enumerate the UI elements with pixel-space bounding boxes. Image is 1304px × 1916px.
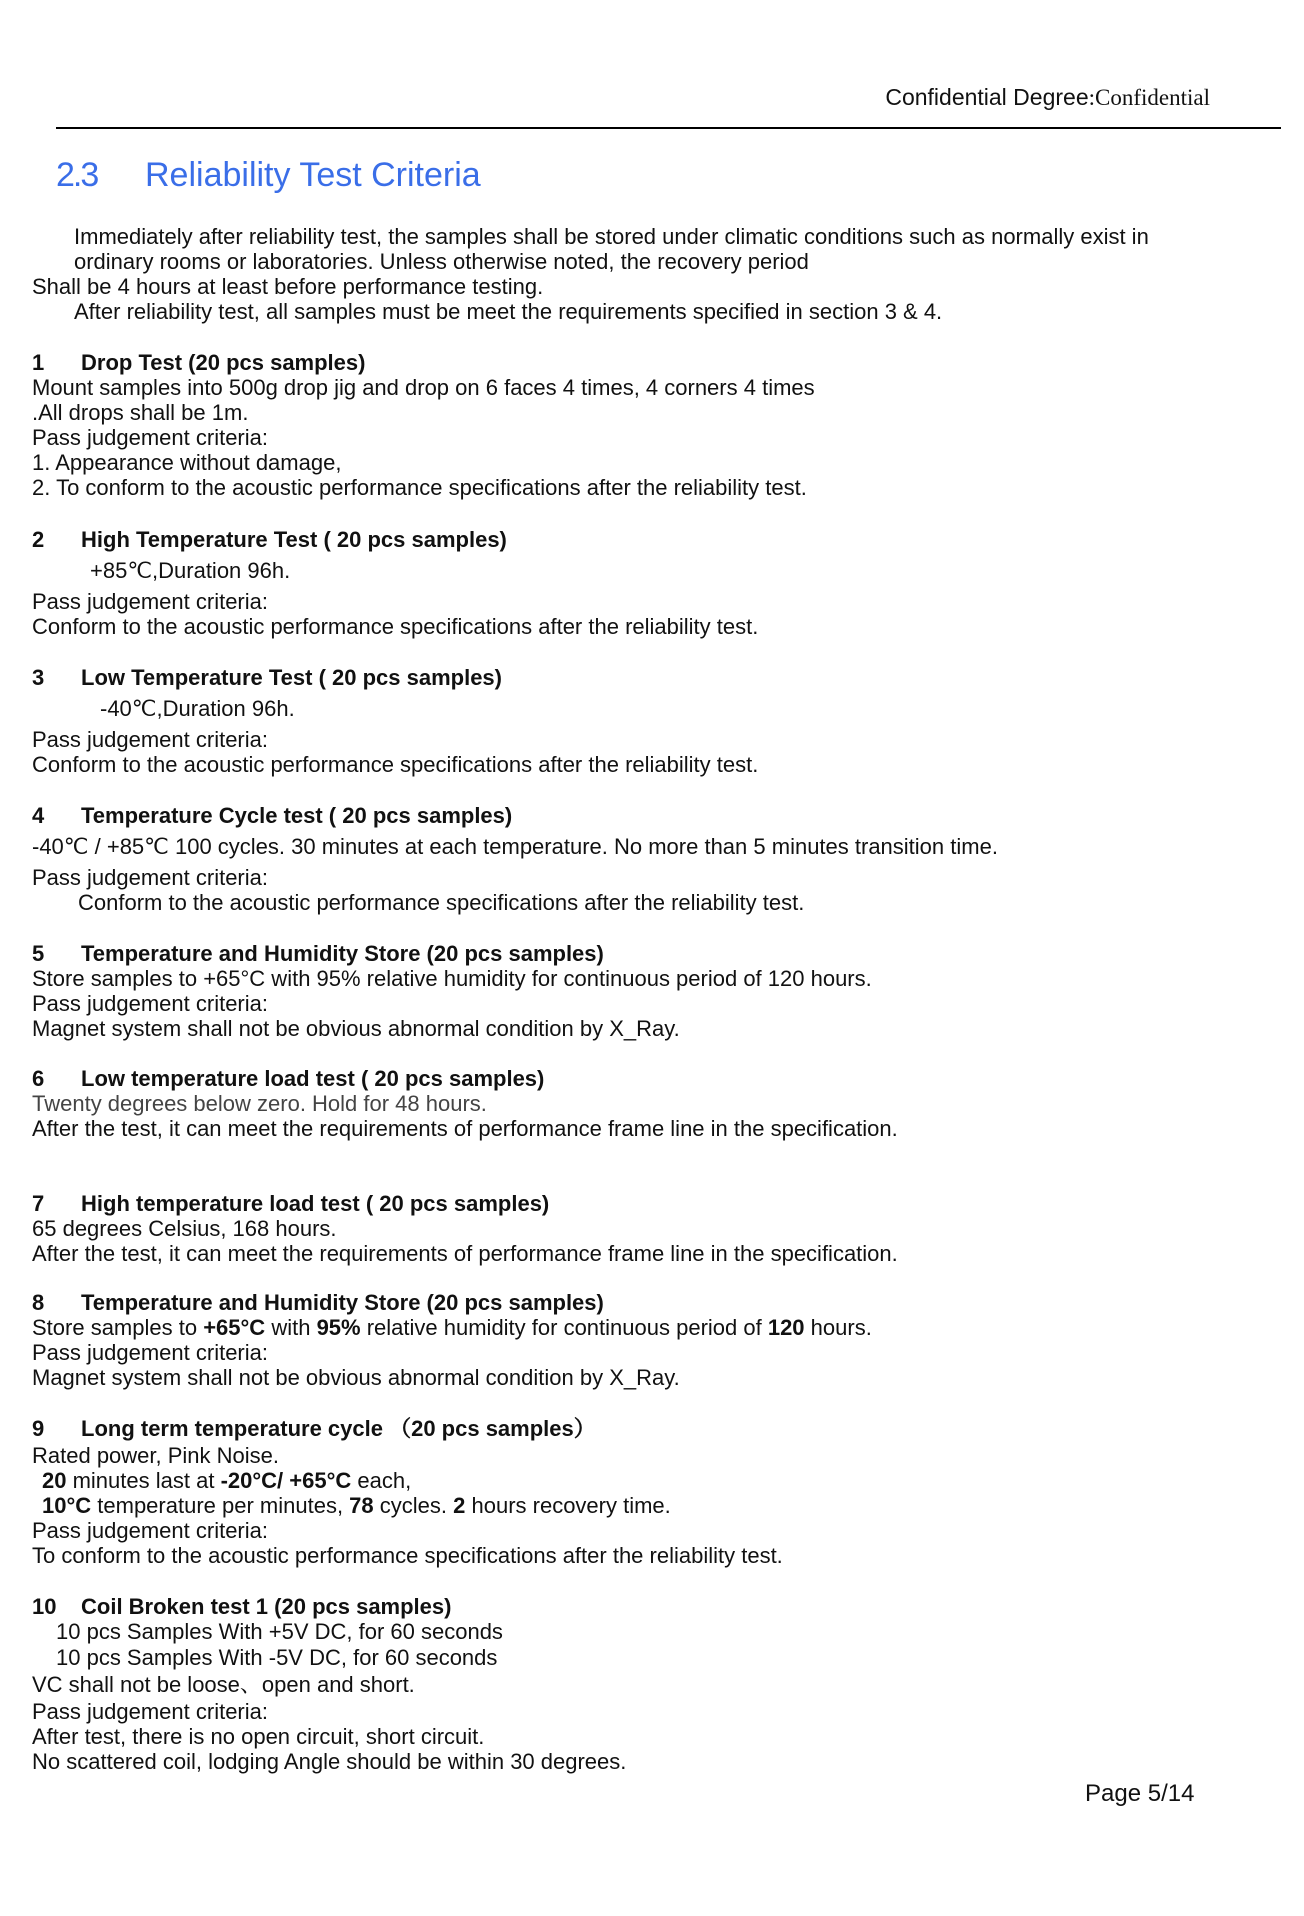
intro-line: ordinary rooms or laboratories. Unless otherwise noted, the recovery period [74,249,809,274]
test-line: Mount samples into 500g drop jig and drop on 6 faces 4 times, 4 corners 4 times [32,375,815,400]
text-run: Store samples to [32,1315,204,1340]
section-title: Reliability Test Criteria [145,156,481,194]
test-line: VC shall not be loose、open and short. [32,1672,415,1697]
test-line: After test, there is no open circuit, short circuit. [32,1724,485,1749]
test-title: Long term temperature cycle （20 pcs samples） [81,1416,596,1441]
test-line: Conform to the acoustic performance specifications after the reliability test. [32,752,759,777]
test-line: Rated power, Pink Noise. [32,1443,280,1468]
confidential-degree-value: Confidential [1095,85,1210,110]
test-line: Pass judgement criteria: [32,589,268,614]
test-line: Pass judgement criteria: [32,727,268,752]
text-run: minutes last at [66,1468,221,1493]
test-line: Pass judgement criteria: [32,865,268,890]
test-title: High temperature load test ( 20 pcs samples) [81,1191,550,1216]
test-number: 7 [32,1191,45,1216]
test-number: 6 [32,1066,45,1091]
intro-line: After reliability test, all samples must be meet the requirements specified in section 3 & 4. [74,299,943,324]
test-number: 10 [32,1594,57,1619]
test-line: 2. To conform to the acoustic performance specifications after the reliability test. [32,475,807,500]
test-line: Conform to the acoustic performance specifications after the reliability test. [32,614,759,639]
bold-run: 78 [349,1493,374,1518]
test-title: High Temperature Test ( 20 pcs samples) [81,527,507,552]
bold-run: 2 [453,1493,466,1518]
test-line: After the test, it can meet the requirements of performance frame line in the specification. [32,1241,898,1266]
test-line: Pass judgement criteria: [32,1699,268,1724]
test-title: Low temperature load test ( 20 pcs samples) [81,1066,545,1091]
text-run: hours. [804,1315,872,1340]
test-number: 5 [32,941,45,966]
test-line [42,1493,671,1519]
test-title: Temperature and Humidity Store (20 pcs samples) [81,1290,604,1315]
test-line: Pass judgement criteria: [32,991,268,1016]
test-title: Temperature and Humidity Store (20 pcs samples) [81,941,604,966]
text-run: cycles. [373,1493,454,1518]
bold-run: +65°C [203,1315,266,1340]
text-run: temperature per minutes, [91,1493,350,1518]
test-title: Drop Test (20 pcs samples) [81,350,366,375]
test-line [32,1315,872,1341]
bold-run: 20 [42,1468,67,1493]
bold-run: 120 [767,1315,805,1340]
test-title: Low Temperature Test ( 20 pcs samples) [81,665,502,690]
intro-line: Shall be 4 hours at least before performance testing. [32,274,544,299]
test-line: Pass judgement criteria: [32,425,268,450]
confidentiality-header [885,84,1210,111]
test-line: Pass judgement criteria: [32,1340,268,1365]
page-number: Page 5/14 [1085,1780,1195,1807]
test-line: +85℃,Duration 96h. [90,558,291,583]
test-number: 9 [32,1416,45,1441]
test-line: Magnet system shall not be obvious abnormal condition by X_Ray. [32,1365,680,1390]
test-number: 3 [32,665,45,690]
intro-line: Immediately after reliability test, the samples shall be stored under climatic conditions such as normally exist in [74,224,1149,249]
header-rule [56,127,1281,129]
test-line: Twenty degrees below zero. Hold for 48 hours. [32,1091,487,1116]
test-line: Magnet system shall not be obvious abnormal condition by X_Ray. [32,1016,680,1041]
test-number: 2 [32,527,45,552]
bold-run: 10°C [42,1493,92,1518]
test-line: -40℃,Duration 96h. [100,696,295,721]
test-number: 1 [32,350,45,375]
bold-run: -20°C/ +65°C [220,1468,352,1493]
test-line: 1. Appearance without damage, [32,450,342,475]
text-run: with [265,1315,317,1340]
text-run: relative humidity for continuous period of [360,1315,768,1340]
test-line: To conform to the acoustic performance specifications after the reliability test. [32,1543,783,1568]
test-line: Pass judgement criteria: [32,1518,268,1543]
bold-run: 95% [316,1315,361,1340]
test-line [42,1468,411,1494]
text-run: each, [351,1468,412,1493]
test-title: Temperature Cycle test ( 20 pcs samples) [81,803,513,828]
test-line: 10 pcs Samples With +5V DC, for 60 seconds [56,1619,503,1644]
test-line: No scattered coil, lodging Angle should be within 30 degrees. [32,1749,627,1774]
section-number: 2.3 [56,156,98,194]
test-line: Conform to the acoustic performance specifications after the reliability test. [78,890,805,915]
confidential-degree-label: Confidential Degree [885,84,1089,110]
test-line: -40℃ / +85℃ 100 cycles. 30 minutes at each temperature. No more than 5 minutes transition time. [32,834,998,859]
test-title: Coil Broken test 1 (20 pcs samples) [81,1594,452,1619]
test-line: .All drops shall be 1m. [32,400,249,425]
text-run: hours recovery time. [465,1493,671,1518]
test-number: 8 [32,1290,45,1315]
test-number: 4 [32,803,45,828]
header-separator: : [1088,85,1096,110]
test-line: 10 pcs Samples With -5V DC, for 60 seconds [56,1645,498,1670]
test-line: Store samples to +65°C with 95% relative humidity for continuous period of 120 hours. [32,966,872,991]
test-line: After the test, it can meet the requirements of performance frame line in the specification. [32,1116,898,1141]
test-line: 65 degrees Celsius, 168 hours. [32,1216,337,1241]
